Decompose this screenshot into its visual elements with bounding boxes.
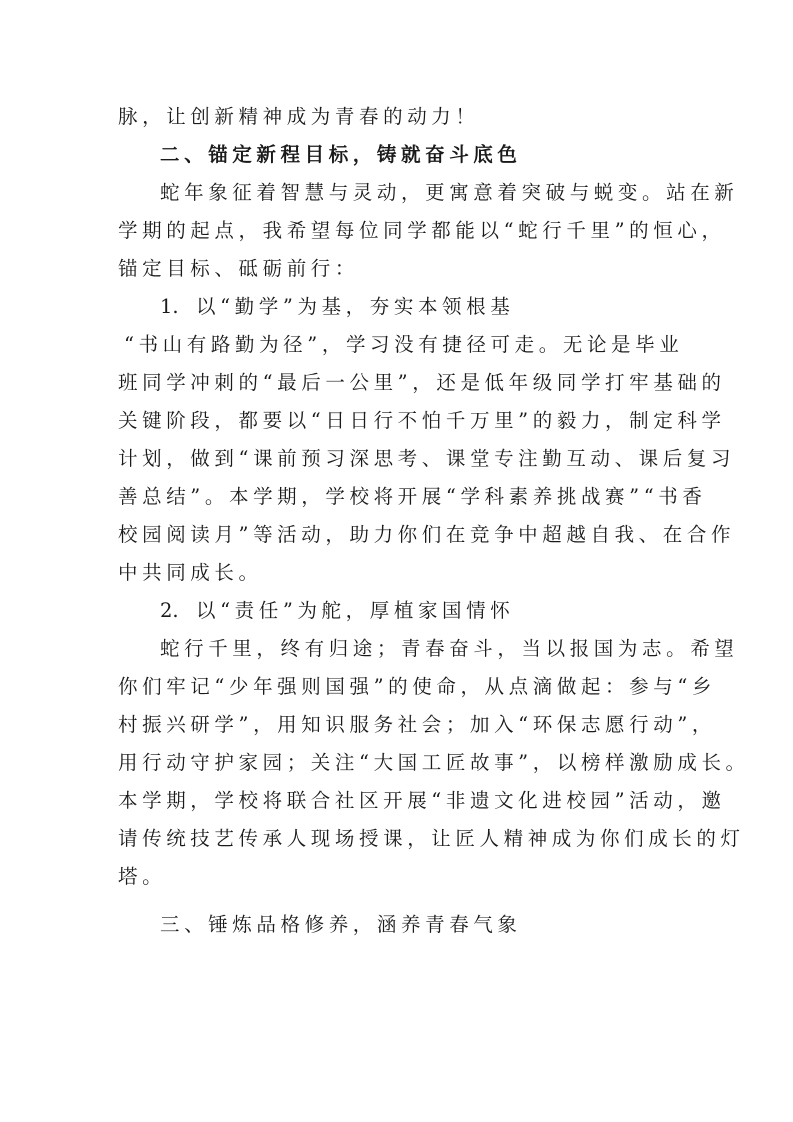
section-heading-2: 二、锚定新程目标，铸就奋斗底色 xyxy=(160,143,522,166)
paragraph-line: 校园阅读月”等活动，助力你们在竞争中超越自我、在合作 xyxy=(118,523,736,546)
subheading-text: 以“责任”为舵，厚植家国情怀 xyxy=(196,599,515,622)
section-heading-3: 三、锤炼品格修养，涵养青春气象 xyxy=(160,913,522,936)
paragraph-line: “书山有路勤为径”，学习没有捷径可走。无论是毕业 xyxy=(124,333,684,356)
paragraph-line: 蛇行千里，终有归途；青春奋斗，当以报国为志。希望 xyxy=(160,637,739,660)
paragraph-line: 村振兴研学”，用知识服务社会；加入“环保志愿行动”， xyxy=(118,713,717,736)
paragraph-line: 本学期，学校将联合社区开展“非遗文化进校园”活动，邀 xyxy=(118,789,726,812)
paragraph-line: 学期的起点，我希望每位同学都能以“蛇行千里”的恒心， xyxy=(118,219,726,242)
paragraph-line: 你们牢记“少年强则国强”的使命，从点滴做起：参与“乡 xyxy=(118,675,717,698)
paragraph-line: 用行动守护家园；关注“大国工匠故事”，以榜样激励成长。 xyxy=(118,751,750,774)
paragraph-line: 请传统技艺传承人现场授课，让匠人精神成为你们成长的灯 xyxy=(118,827,745,850)
subheading-1 xyxy=(160,288,514,326)
list-number: 1. xyxy=(160,295,179,318)
paragraph-line: 计划，做到“课前预习深思考、课堂专注勤互动、课后复习 xyxy=(118,447,736,470)
subheading-text: 以“勤学”为基，夯实本领根基 xyxy=(196,295,515,318)
paragraph-line: 锚定目标、砥砺前行： xyxy=(118,257,360,280)
paragraph-line: 塔。 xyxy=(118,865,167,888)
subheading-2 xyxy=(160,592,514,630)
paragraph-line: 班同学冲刺的“最后一公里”，还是低年级同学打牢基础的 xyxy=(118,371,726,394)
paragraph-line: 脉，让创新精神成为青春的动力！ xyxy=(118,105,480,128)
list-number: 2. xyxy=(160,599,179,622)
paragraph-line: 善总结”。本学期，学校将开展“学科素养挑战赛”“书香 xyxy=(118,485,707,508)
paragraph-line: 关键阶段，都要以“日日行不怕千万里”的毅力，制定科学 xyxy=(118,409,726,432)
paragraph-line: 蛇年象征着智慧与灵动，更寓意着突破与蜕变。站在新 xyxy=(160,181,739,204)
paragraph-line: 中共同成长。 xyxy=(118,561,263,584)
